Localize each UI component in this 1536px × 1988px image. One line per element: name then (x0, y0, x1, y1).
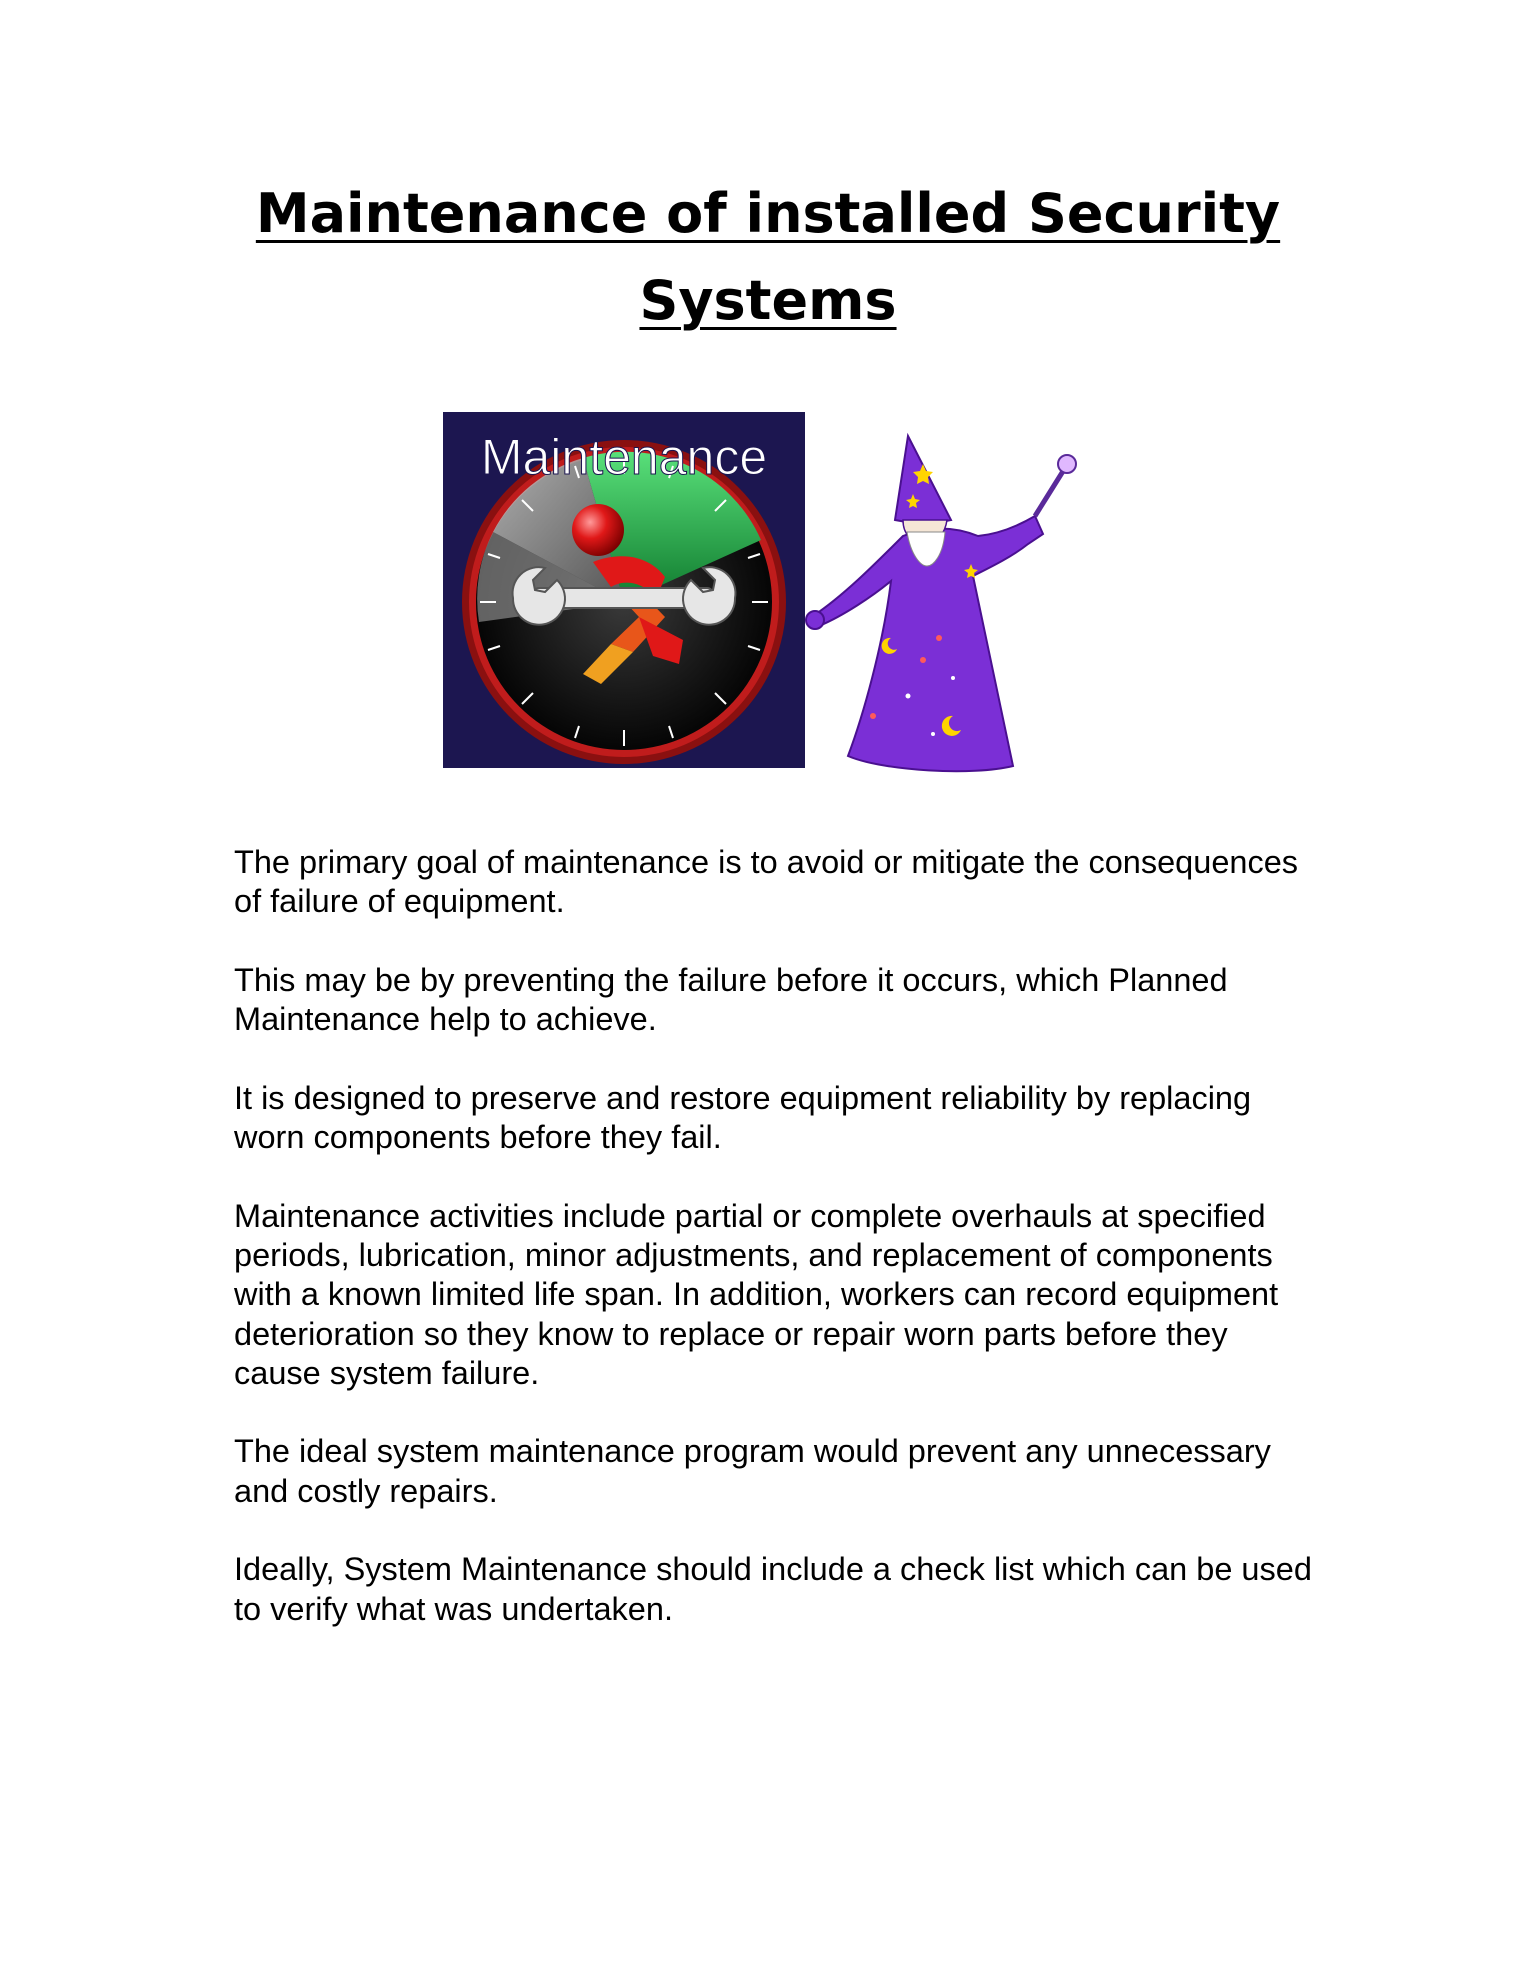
title-line-2: Systems (639, 269, 897, 332)
paragraph: The primary goal of maintenance is to avoid or mitigate the consequences of failure of equipment. (234, 844, 1299, 920)
body-text (234, 843, 1314, 1668)
paragraph: Ideally, System Maintenance should include a check list which can be used to verify what was undertaken. (234, 1551, 1312, 1627)
paragraph: The ideal system maintenance program would prevent any unnecessary and costly repairs. (234, 1433, 1271, 1509)
maintenance-gauge-icon (443, 412, 805, 768)
page-title (0, 170, 1536, 344)
paragraph: This may be by preventing the failure before it occurs, which Planned Maintenance help to achieve. (234, 961, 1228, 1038)
paragraph: It is designed to preserve and restore equipment reliability by replacing worn components before they fail. (234, 1079, 1252, 1156)
paragraph: Maintenance activities include partial or complete overhauls at specified periods, lubrication, minor adjustments, and replacement of components with a known limited life span. In addition, workers can record equipment deterioration so they know to replace or repair worn parts before they cause system failure. (234, 1197, 1279, 1391)
title-line-1: Maintenance of installed Security (255, 182, 1281, 245)
wizard-icon (803, 416, 1095, 778)
maintenance-badge-label: Maintenance (480, 429, 768, 485)
illustration-row (443, 412, 1095, 772)
